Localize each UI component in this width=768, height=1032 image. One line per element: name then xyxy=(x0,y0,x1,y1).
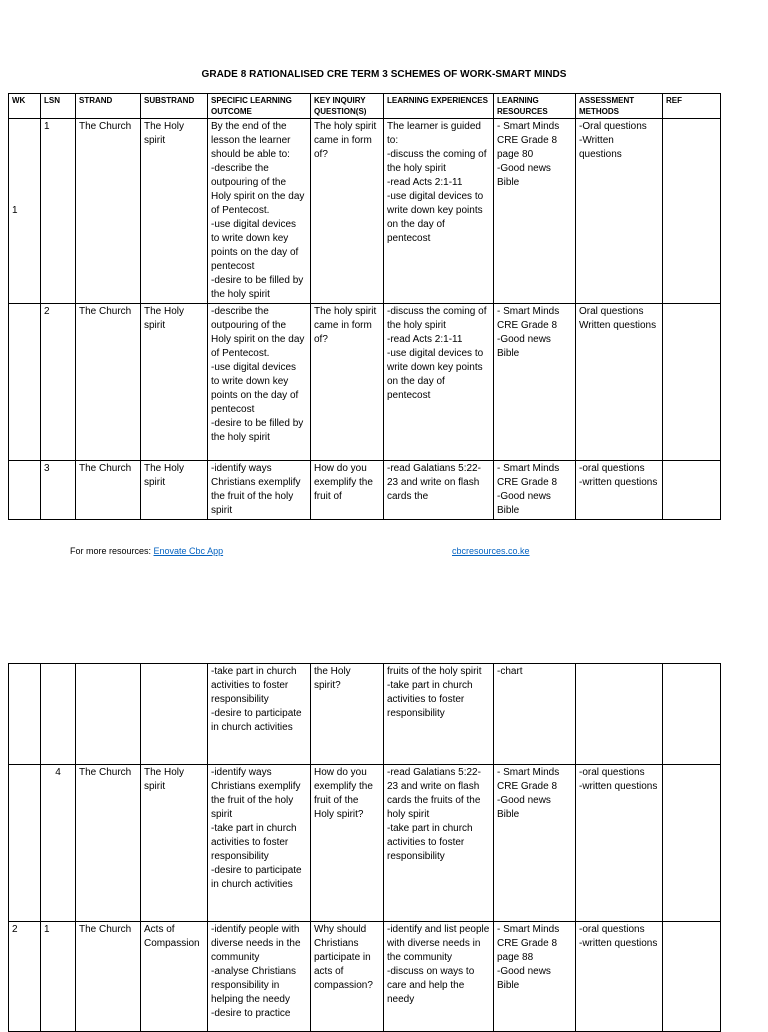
cell-strand: The Church xyxy=(76,461,141,520)
cell-question: How do you exemplify the fruit of xyxy=(311,461,384,520)
cell-outcome: -identify ways Christians exemplify the fruit of the holy spirit -take part in church activities to foster responsibility -desire to participate in church activities xyxy=(208,765,311,922)
cell-experiences: -read Galatians 5:22-23 and write on flash cards the xyxy=(384,461,494,520)
cell-resources: - Smart Minds CRE Grade 8 page 80 -Good news Bible xyxy=(494,119,576,304)
header-outcome: SPECIFIC LEARNING OUTCOME xyxy=(208,94,311,119)
cell-substrand: The Holy spirit xyxy=(141,119,208,304)
cell-resources: -chart xyxy=(494,664,576,765)
cell-substrand: Acts of Compassion xyxy=(141,922,208,1032)
cell-substrand: The Holy spirit xyxy=(141,765,208,922)
cell-ref xyxy=(663,922,721,1032)
table-header-row xyxy=(9,94,721,119)
cell-experiences: -read Galatians 5:22-23 and write on flash cards the fruits of the holy spirit -take part in church activities to foster responsibility xyxy=(384,765,494,922)
header-experiences: LEARNING EXPERIENCES xyxy=(384,94,494,119)
cell-outcome: By the end of the lesson the learner should be able to: -describe the outpouring of the Holy spirit on the day of Pentecost. -use digital devices to write down key points on the day of pentecost -desire to be filled by the holy spirit xyxy=(208,119,311,304)
header-strand: STRAND xyxy=(76,94,141,119)
table-row xyxy=(9,664,721,765)
cell-ref xyxy=(663,461,721,520)
cell-resources: - Smart Minds CRE Grade 8 page 88 -Good news Bible xyxy=(494,922,576,1032)
cell-lsn: 1 xyxy=(41,922,76,1032)
scheme-table-page-2 xyxy=(8,663,721,1032)
cell-substrand: The Holy spirit xyxy=(141,461,208,520)
cell-assessment: -oral questions -written questions xyxy=(576,765,663,922)
header-lsn: LSN xyxy=(41,94,76,119)
cell-lsn: 2 xyxy=(41,304,76,461)
cell-strand: The Church xyxy=(76,119,141,304)
table-row xyxy=(9,119,721,304)
cell-resources: - Smart Minds CRE Grade 8 -Good news Bible xyxy=(494,765,576,922)
cell-question: Why should Christians participate in acts of compassion? xyxy=(311,922,384,1032)
cell-strand: The Church xyxy=(76,922,141,1032)
cell-resources: - Smart Minds CRE Grade 8 -Good news Bible xyxy=(494,304,576,461)
header-substrand: SUBSTRAND xyxy=(141,94,208,119)
cell-ref xyxy=(663,664,721,765)
cell-strand: The Church xyxy=(76,304,141,461)
enovate-app-link[interactable]: Enovate Cbc App xyxy=(153,546,224,556)
table-row xyxy=(9,304,721,461)
cell-question: The holy spirit came in form of? xyxy=(311,304,384,461)
cell-strand xyxy=(76,664,141,765)
header-wk: WK xyxy=(9,94,41,119)
cell-experiences: -identify and list people with diverse needs in the community -discuss on ways to care and help the needy xyxy=(384,922,494,1032)
cell-lsn xyxy=(41,664,76,765)
cell-question: How do you exemplify the fruit of the Holy spirit? xyxy=(311,765,384,922)
cell-lsn: 1 xyxy=(41,119,76,304)
cell-question: the Holy spirit? xyxy=(311,664,384,765)
table-row xyxy=(9,461,721,520)
cell-substrand: The Holy spirit xyxy=(141,304,208,461)
cell-question: The holy spirit came in form of? xyxy=(311,119,384,304)
header-ref: REF xyxy=(663,94,721,119)
header-resources: LEARNING RESOURCES xyxy=(494,94,576,119)
cell-outcome: -describe the outpouring of the Holy spirit on the day of Pentecost. -use digital devices to write down key points on the day of pentecost -desire to be filled by the holy spirit xyxy=(208,304,311,461)
cell-ref xyxy=(663,304,721,461)
cell-ref xyxy=(663,765,721,922)
cell-wk xyxy=(9,765,41,922)
cell-experiences: The learner is guided to: -discuss the coming of the holy spirit -read Acts 2:1-11 -use digital devices to write down key points on the day of pentecost xyxy=(384,119,494,304)
cell-wk xyxy=(9,664,41,765)
cell-experiences: fruits of the holy spirit -take part in church activities to foster responsibility xyxy=(384,664,494,765)
cell-outcome: -identify ways Christians exemplify the fruit of the holy spirit xyxy=(208,461,311,520)
cell-wk: 1 xyxy=(9,119,41,304)
header-assessment: ASSESSMENT METHODS xyxy=(576,94,663,119)
cell-wk xyxy=(9,304,41,461)
cell-substrand xyxy=(141,664,208,765)
table-row xyxy=(9,922,721,1032)
cell-assessment: -oral questions -written questions xyxy=(576,461,663,520)
cell-ref xyxy=(663,119,721,304)
cell-resources: - Smart Minds CRE Grade 8 -Good news Bible xyxy=(494,461,576,520)
cell-assessment: -Oral questions -Written questions xyxy=(576,119,663,304)
cell-strand: The Church xyxy=(76,765,141,922)
footer-resources xyxy=(70,546,223,556)
cell-assessment: -oral questions -written questions xyxy=(576,922,663,1032)
scheme-table-page-1 xyxy=(8,93,721,520)
table-row xyxy=(9,765,721,922)
header-question: KEY INQUIRY QUESTION(S) xyxy=(311,94,384,119)
cbcresources-link[interactable]: cbcresources.co.ke xyxy=(452,546,530,556)
cell-assessment: Oral questions Written questions xyxy=(576,304,663,461)
cell-outcome: -take part in church activities to foster responsibility -desire to participate in church activities xyxy=(208,664,311,765)
cell-outcome: -identify people with diverse needs in the community -analyse Christians responsibility in helping the needy -desire to practice xyxy=(208,922,311,1032)
cell-assessment xyxy=(576,664,663,765)
cell-lsn: 4 xyxy=(41,765,76,922)
cell-wk xyxy=(9,461,41,520)
cell-experiences: -discuss the coming of the holy spirit -read Acts 2:1-11 -use digital devices to write down key points on the day of pentecost xyxy=(384,304,494,461)
cell-wk: 2 xyxy=(9,922,41,1032)
cell-lsn: 3 xyxy=(41,461,76,520)
document-title: GRADE 8 RATIONALISED CRE TERM 3 SCHEMES OF WORK-SMART MINDS xyxy=(201,69,567,80)
footer-site xyxy=(452,546,530,556)
footer-prefix: For more resources: xyxy=(70,546,154,556)
